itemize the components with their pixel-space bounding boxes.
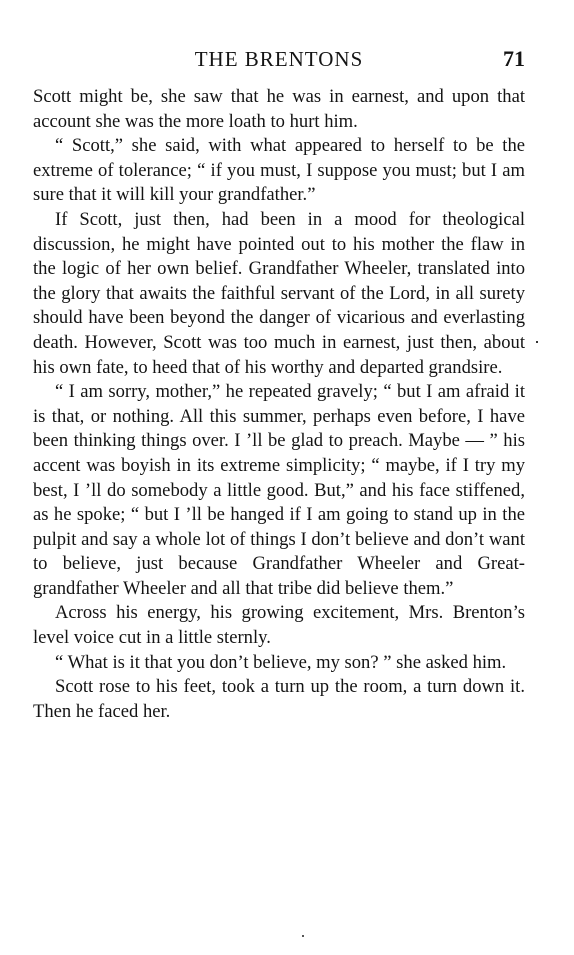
running-title: THE BRENTONS (194, 47, 364, 71)
page-number: 71 (503, 46, 525, 71)
paragraph-1: Scott might be, she saw that he was in earnest, and upon that account she was the more loath to hurt him. (33, 86, 525, 132)
margin-speck (536, 341, 538, 343)
paragraph-2: “ Scott,” she said, with what appeared to herself to be the extreme of tolerance; “ if you must, I suppose you must; but I am sure that it will kill your grandfather.” (33, 135, 525, 206)
running-head (33, 44, 525, 74)
body-text (33, 85, 525, 724)
paragraph-6: “ What is it that you don’t believe, my son? ” she asked him. (55, 651, 507, 673)
paragraph-7: Scott rose to his feet, took a turn up the room, a turn down it. Then he faced her. (33, 676, 525, 722)
paragraph-3: If Scott, just then, had been in a mood for theological discussion, he might have pointed out to his mother the flaw in the logic of her own belief. Grandfather Wheeler, translated into the glory that awaits the faithful servant of the Lord, in all surety should have been beyond the danger of vicarious and everlasting death. However, Scott was too much in earnest, just then, about his own fate, to heed that of his worthy and departed grandsire. (33, 208, 525, 378)
paragraph-4: “ I am sorry, mother,” he repeated gravely; “ but I am afraid it is that, or nothing. All this summer, perhaps even before, I have been thinking things over. I ’ll be glad to preach. Maybe — ” his accent was boyish in its extreme simplicity; “ maybe, if I try my best, I ’ll do somebody a little good. But,” and his face stiffened, as he spoke; “ but I ’ll be hanged if I am going to stand up in the pulpit and say a whole lot of things I don’t believe and don’t want to believe, just because Grandfather Wheeler and Great-grandfather Wheeler and all that tribe did believe them.” (33, 381, 525, 599)
paragraph-5: Across his energy, his growing excitement, Mrs. Brenton’s level voice cut in a little sternly. (33, 602, 525, 649)
footer-speck (302, 935, 304, 937)
